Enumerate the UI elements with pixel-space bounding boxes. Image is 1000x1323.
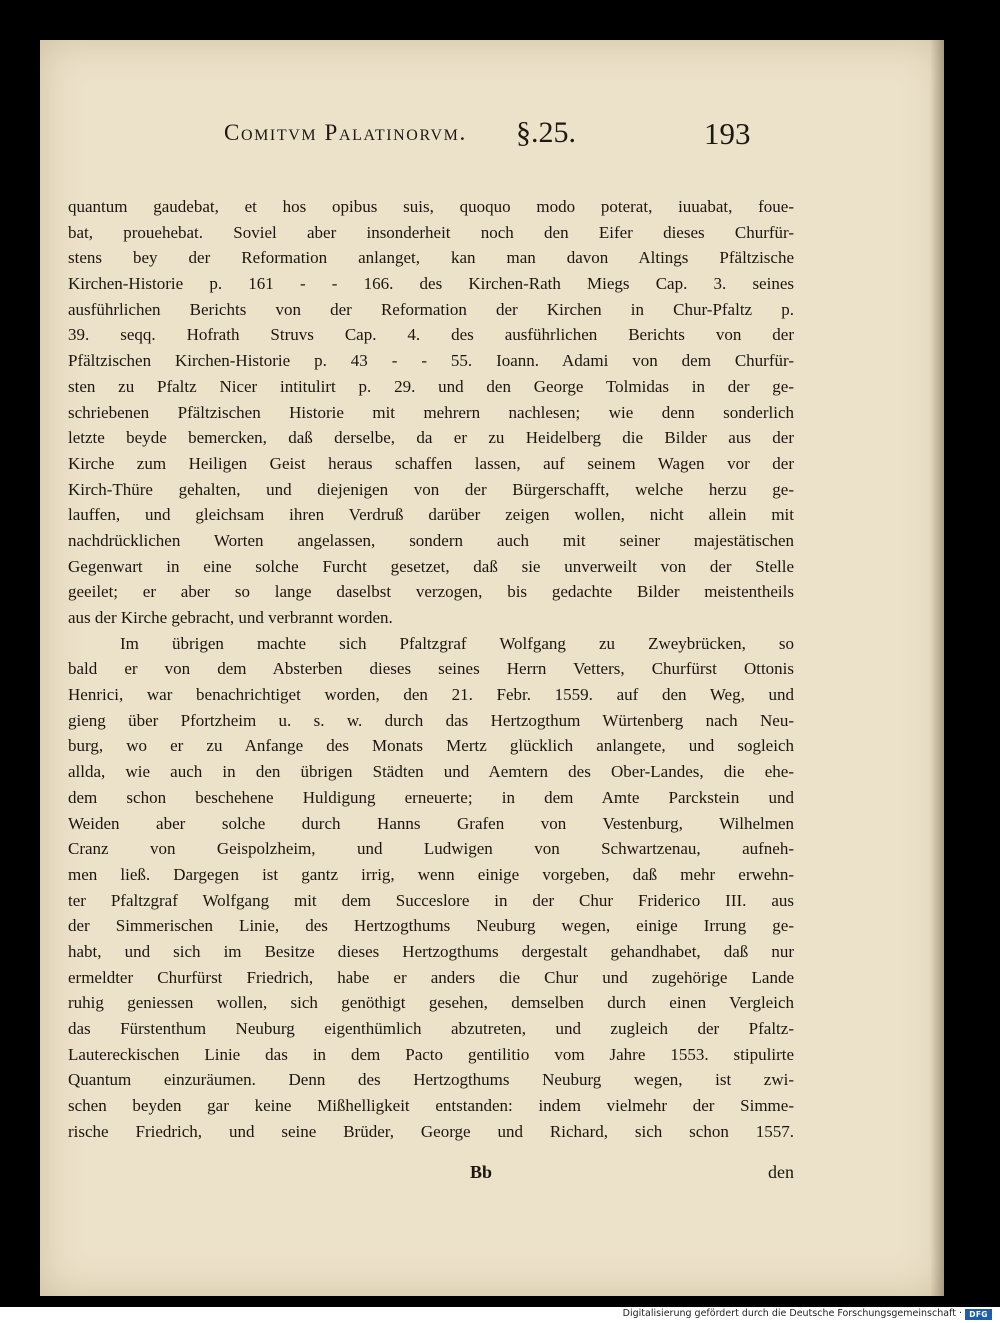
text-line: ermeldter Churfürst Friedrich, habe er anders die Chur und zugehörige Lande bbox=[68, 967, 794, 987]
page-edge-shadow bbox=[930, 40, 944, 1296]
text-line: Quantum einzuräumen. Denn des Hertzogthums Neuburg wegen, ist zwi- bbox=[68, 1070, 794, 1090]
text-line: men ließ. Dargegen ist gantz irrig, wenn einige vorgeben, daß mehr erwehn- bbox=[68, 864, 794, 884]
text-line: Im übrigen machte sich Pfaltzgraf Wolfgang zu Zweybrücken, so bbox=[120, 633, 794, 653]
text-line: das Fürstenthum Neuburg eigenthümlich abzutreten, und zugleich der Pfaltz- bbox=[68, 1019, 794, 1038]
text-line: Lautereckischen Linie das in dem Pacto gentilitio vom Jahre 1553. stipulirte bbox=[68, 1044, 794, 1064]
text-line: quantum gaudebat, et hos opibus suis, quoquo modo poterat, iuuabat, foue- bbox=[68, 197, 794, 216]
text-line: bald er von dem Absterben dieses seines Herrn Vetters, Churfürst Ottonis bbox=[68, 659, 794, 679]
digitization-footer bbox=[0, 1307, 1000, 1323]
text-line: Kirch-Thüre gehalten, und diejenigen von der Bürgerschafft, welche herzu ge- bbox=[68, 479, 794, 499]
text-line: burg, wo er zu Anfange des Monats Mertz glücklich anlangete, und sogleich bbox=[68, 736, 794, 756]
text-line: Gegenwart in eine solche Furcht gesetzet, daß sie unverweilt von der Stelle bbox=[68, 556, 794, 576]
section-mark: §.25. bbox=[516, 116, 576, 149]
text-line: nachdrücklichen Worten angelassen, sondern auch mit seiner majestätischen bbox=[68, 530, 794, 550]
text-line: ruhig geniessen wollen, sich genöthigt gesehen, demselben durch einen Vergleich bbox=[68, 993, 794, 1013]
text-line: sten zu Pfaltz Nicer intitulirt p. 29. und den George Tolmidas in der ge- bbox=[68, 376, 794, 396]
text-line: der Simmerischen Linie, des Hertzogthums Neuburg wegen, einige Irrung ge- bbox=[68, 916, 794, 936]
text-line: allda, wie auch in den übrigen Städten und Aemtern des Ober-Landes, die ehe- bbox=[68, 762, 794, 782]
text-line: gieng über Pfortzheim u. s. w. durch das Hertzogthum Würtenberg nach Neu- bbox=[68, 710, 794, 730]
text-line: Kirchen-Historie p. 161 - - 166. des Kirchen-Rath Miegs Cap. 3. seines bbox=[68, 274, 794, 294]
signature-mark: Bb bbox=[470, 1162, 493, 1182]
text-line: letzte beyde bemercken, daß derselbe, da er zu Heidelberg die Bilder aus der bbox=[68, 428, 794, 448]
body-text bbox=[68, 194, 794, 1144]
text-line: Kirche zum Heiligen Geist heraus schaffen lassen, auf seinem Wagen vor der bbox=[68, 453, 794, 473]
text-line: Henrici, war benachrichtiget worden, den 21. Febr. 1559. auf den Weg, und bbox=[68, 685, 794, 705]
book-page bbox=[40, 40, 944, 1296]
text-line: ter Pfaltzgraf Wolfgang mit dem Succeslore in der Chur Friderico III. aus bbox=[68, 890, 794, 910]
text-line: bat, prouehebat. Soviel aber insonderheit noch den Eifer dieses Churfür- bbox=[68, 222, 794, 242]
running-title: Comitvm Palatinorvm. bbox=[224, 120, 467, 145]
text-line: schriebenen Pfältzischen Historie mit mehrern nachlesen; wie denn sonderlich bbox=[68, 402, 794, 422]
text-line: dem schon beschehene Huldigung erneuerte; in dem Amte Parckstein und bbox=[68, 787, 794, 807]
text-line: Pfältzischen Kirchen-Historie p. 43 - - 55. Ioann. Adami von dem Churfür- bbox=[68, 351, 794, 371]
text-line: 39. seqq. Hofrath Struvs Cap. 4. des ausführlichen Berichts von der bbox=[68, 325, 794, 345]
text-line: ausführlichen Berichts von der Reformation der Kirchen in Chur-Pfaltz p. bbox=[68, 299, 794, 319]
text-line: rische Friedrich, und seine Brüder, George und Richard, sich schon 1557. bbox=[68, 1121, 794, 1141]
funding-credit: Digitalisierung gefördert durch die Deutsche Forschungsgemeinschaft · bbox=[622, 1308, 962, 1319]
text-line: aus der Kirche gebracht, und verbrannt worden. bbox=[68, 608, 393, 627]
dfg-logo: DFG bbox=[965, 1309, 992, 1320]
page-foot bbox=[68, 1162, 794, 1192]
text-line: habt, und sich im Besitze dieses Hertzogthums dergestalt gehandhabet, daß nur bbox=[68, 941, 794, 961]
text-line: stens bey der Reformation anlanget, kan man davon Altings Pfältzische bbox=[68, 248, 794, 268]
text-line: lauffen, und gleichsam ihren Verdruß darüber zeigen wollen, nicht allein mit bbox=[68, 505, 794, 525]
text-line: geeilet; er aber so lange daselbst verzogen, bis gedachte Bilder meistentheils bbox=[68, 582, 794, 602]
text-line: schen beyden gar keine Mißhelligkeit entstanden: indem vielmehr der Simme- bbox=[68, 1096, 794, 1116]
page-number: 193 bbox=[704, 116, 751, 151]
text-line: Cranz von Geispolzheim, und Ludwigen von Schwartzenau, aufneh- bbox=[68, 839, 794, 859]
catchword: den bbox=[768, 1162, 794, 1182]
page-header bbox=[40, 116, 944, 160]
text-line: Weiden aber solche durch Hanns Grafen von Vestenburg, Wilhelmen bbox=[68, 813, 794, 833]
